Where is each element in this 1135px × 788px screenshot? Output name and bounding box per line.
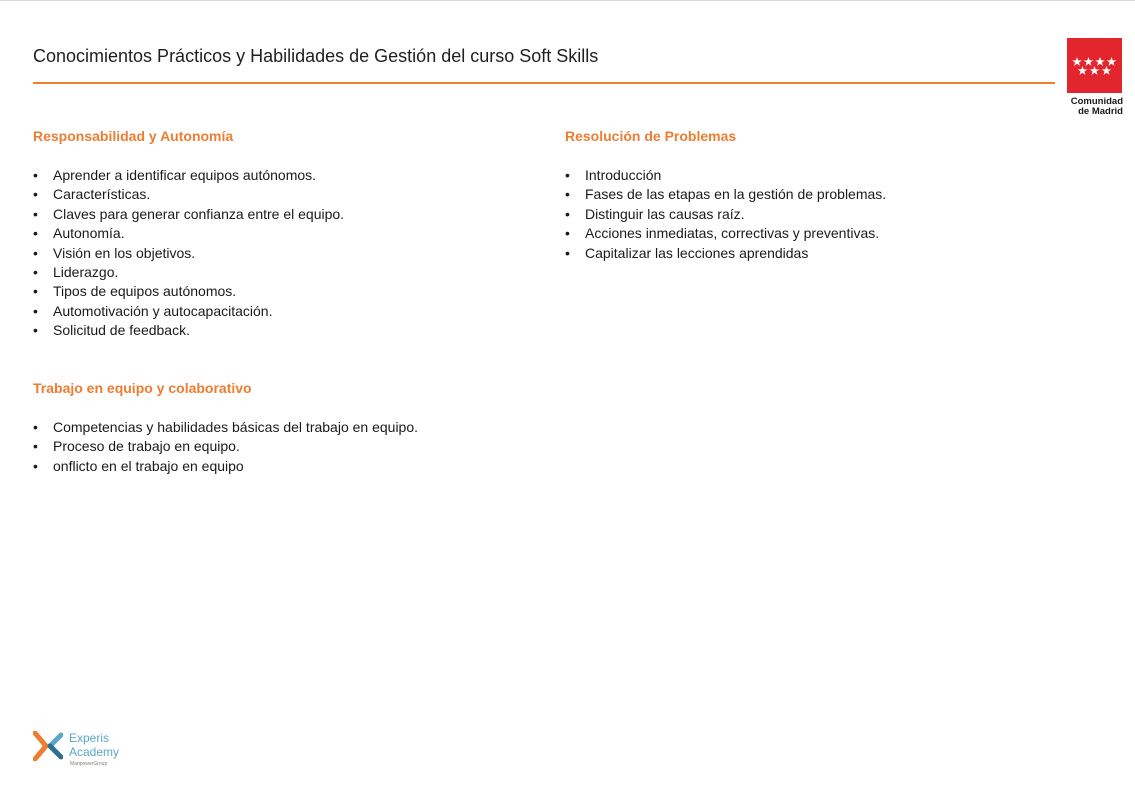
list-item: • onflicto en el trabajo en equipo [33,457,418,476]
page-title: Conocimientos Prácticos y Habilidades de Gestión del curso Soft Skills [33,46,599,66]
madrid-logo-line2: de Madrid [1078,106,1123,117]
bullet-list-problemas [565,166,886,263]
section-responsabilidad [33,128,344,341]
comunidad-madrid-logo [1067,38,1123,117]
experis-logo-line2: Academy [69,745,120,759]
list-item: • Tipos de equipos autónomos. [33,282,344,301]
list-item: • Solicitud de feedback. [33,321,344,340]
experis-x-icon [33,731,63,761]
list-item: • Aprender a identificar equipos autónomos. [33,166,344,185]
section-trabajo [33,380,418,476]
madrid-logo-text [1067,97,1123,117]
madrid-logo-line1: Comunidad [1070,96,1123,107]
experis-logo-sub: ManpowerGroup [70,761,108,767]
list-item: • Claves para generar confianza entre el equipo. [33,205,344,224]
list-item: • Visión en los objetivos. [33,244,344,263]
bullet-list-trabajo [33,418,418,476]
bullet-list-responsabilidad [33,166,344,341]
list-item: • Capitalizar las lecciones aprendidas [565,244,886,263]
madrid-flag-icon [1067,38,1122,93]
list-item: • Fases de las etapas en la gestión de problemas. [565,185,886,204]
list-item: • Proceso de trabajo en equipo. [33,437,418,456]
top-border [0,0,1135,1]
section-heading-trabajo: Trabajo en equipo y colaborativo [33,380,252,396]
list-item: • Autonomía. [33,224,344,243]
title-underline [33,82,1055,84]
experis-logo-text [69,731,119,759]
list-item: • Competencias y habilidades básicas del trabajo en equipo. [33,418,418,437]
experis-logo-line1: Experis [69,731,110,745]
list-item: • Liderazgo. [33,263,344,282]
list-item: • Introducción [565,166,886,185]
section-heading-problemas: Resolución de Problemas [565,128,737,144]
section-problemas [565,128,886,263]
list-item: • Distinguir las causas raíz. [565,205,886,224]
list-item: • Características. [33,185,344,204]
section-heading-responsabilidad: Responsabilidad y Autonomía [33,128,234,144]
list-item: • Automotivación y autocapacitación. [33,302,344,321]
list-item: • Acciones inmediatas, correctivas y preventivas. [565,224,886,243]
experis-academy-logo [33,731,143,771]
